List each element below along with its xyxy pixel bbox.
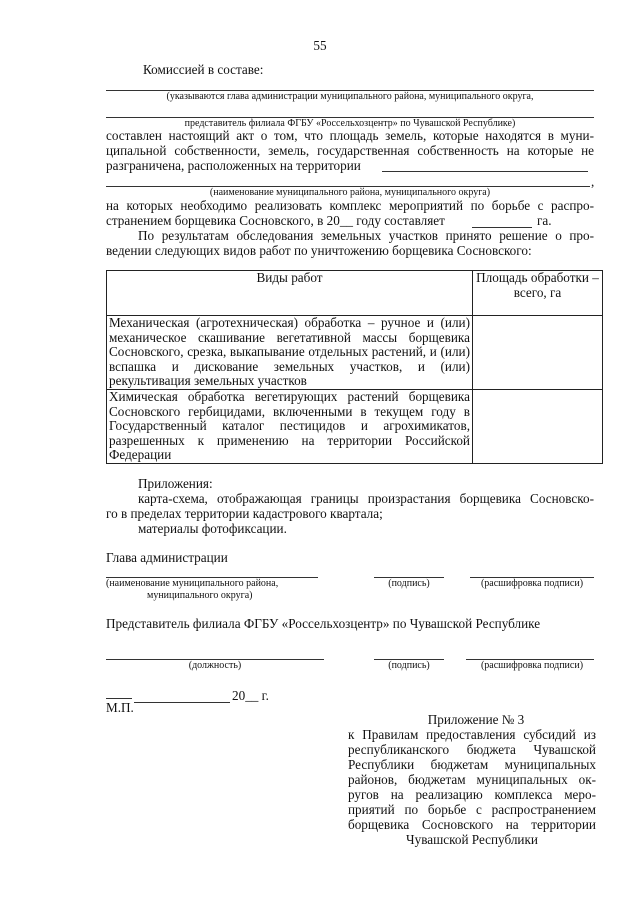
attachments-title: Приложения:: [138, 476, 213, 491]
appendix-line-6: приятий по борьбе с распространением: [348, 802, 596, 817]
work-chemical: Химическая обработка вегетирующих растений борщевика Сосновского гербицидами, включенными в текущем году в Государственный каталог пестицидов и агрохимикатов, разрешенных к применению на территории Российской Федерации: [107, 389, 473, 463]
complex-text-line-1: на которых необходимо реализовать комплекс мероприятий по борьбе с распро-: [106, 198, 594, 213]
appendix-line-7: борщевика Сосновского на территории: [348, 817, 596, 832]
note-rep-position: (должность): [188, 660, 242, 671]
table-row: [107, 316, 603, 390]
page-number: 55: [313, 38, 327, 53]
note-composition-1: (указываются глава администрации муниципального района, муниципального округа,: [166, 91, 534, 102]
note-head-name-2: муниципального округа): [147, 590, 253, 601]
commission-label: Комиссией в составе:: [143, 62, 264, 77]
decision-text-line-2: ведении следующих видов работ по уничтожению борщевика Сосновского:: [106, 243, 532, 258]
appendix-title: Приложение № 3: [427, 712, 525, 727]
appendix-line-2: республиканского бюджета Чувашской: [348, 742, 596, 757]
table-header-row: [107, 271, 603, 316]
date-blank: [134, 702, 230, 703]
appendix-line-3: Республики бюджетам муниципальных: [348, 757, 596, 772]
act-text-line-1: составлен настоящий акт о том, что площадь земель, которые находятся в муни-: [106, 128, 594, 143]
note-rep-signature: (подпись): [388, 660, 430, 671]
works-table: [106, 270, 603, 464]
note-territory: (наименование муниципального района, муниципального округа): [209, 187, 491, 198]
note-head-decoding: (расшифровка подписи): [480, 578, 584, 589]
act-text-line-3: разграничена, расположенных на территории: [106, 158, 361, 173]
complex-text-line-2: странением борщевика Сосновского, в 20__ году составляет: [106, 213, 445, 228]
note-rep-decoding: (расшифровка подписи): [480, 660, 584, 671]
attachment-item-1-line-1: карта-схема, отображающая границы произрастания борщевика Сосновско-: [138, 491, 594, 506]
work-mechanical: Механическая (агротехническая) обработка – ручное и (или) механическое скашивание вегетативной массы борщевика Сосновского, срезка, выкапывание отдельных растений, и (или) вспашка и дискование земельных участков, и (или) рекультивация земельных участков: [107, 316, 473, 390]
attachment-item-1-line-2: го в пределах территории кадастрового квартала;: [106, 506, 383, 521]
note-composition-2: представитель филиала ФГБУ «Россельхозцентр» по Чувашской Республике): [184, 118, 516, 129]
area-mechanical: [473, 316, 603, 390]
appendix-line-4: районов, бюджетам муниципальных ок-: [348, 772, 596, 787]
appendix-line-5: ругов на реализацию комплекса меро-: [348, 787, 596, 802]
note-head-signature: (подпись): [388, 578, 430, 589]
act-text-line-2: ципальной собственности, земель, государственная собственность на которые не: [106, 143, 594, 158]
appendix-line-1: к Правилам предоставления субсидий из: [348, 727, 596, 742]
date-year: 20__ г.: [232, 688, 269, 703]
appendix-line-8: Чувашской Республики: [406, 832, 538, 847]
decision-text-line-1: По результатам обследования земельных участков принято решение о про-: [138, 228, 594, 243]
complex-text-unit: га.: [537, 213, 552, 228]
note-head-name-1: (наименование муниципального района,: [106, 578, 279, 589]
header-area: Площадь обработки – всего, га: [473, 271, 603, 316]
header-work-types: Виды работ: [107, 271, 473, 316]
comma: ,: [591, 174, 595, 189]
area-chemical: [473, 389, 603, 463]
attachment-item-2: материалы фотофиксации.: [138, 521, 287, 536]
territory-blank: [382, 171, 588, 172]
head-admin-title: Глава администрации: [106, 550, 228, 565]
stamp-label: М.П.: [106, 700, 134, 715]
representative-title: Представитель филиала ФГБУ «Россельхозцентр» по Чувашской Республике: [106, 616, 541, 631]
table-row: [107, 389, 603, 463]
